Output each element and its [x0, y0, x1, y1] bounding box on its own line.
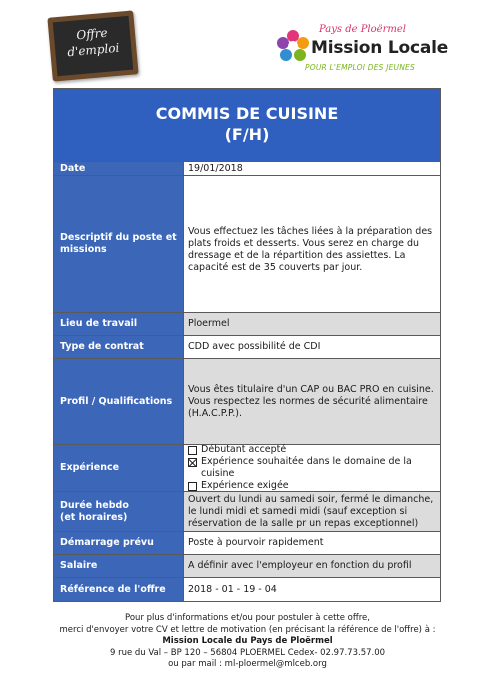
label-lieu: Lieu de travail	[54, 313, 184, 335]
row-descriptif	[54, 176, 440, 313]
row-reference	[54, 578, 440, 601]
footer-line2: merci d'envoyer votre CV et lettre de motivation (en précisant la référence de l'offre) à :	[59, 624, 436, 635]
row-experience	[54, 445, 440, 492]
badge-line2: d'emploi	[66, 40, 120, 60]
value-salaire: A définir avec l'employeur en fonction du profil	[184, 555, 440, 577]
footer-organisation: Mission Locale du Pays de Ploërmel	[162, 636, 333, 646]
label-duree-line2: (et horaires)	[60, 511, 128, 523]
value-contrat: CDD avec possibilité de CDI	[184, 336, 440, 358]
flower-logo-icon	[275, 28, 311, 64]
checkbox-exigee	[188, 480, 436, 492]
badge-line1: Offre	[75, 25, 109, 43]
label-reference: Référence de l'offre	[54, 578, 184, 601]
value-demarrage: Poste à pourvoir rapidement	[184, 532, 440, 554]
row-salaire	[54, 555, 440, 578]
row-profil	[54, 359, 440, 445]
row-duree	[54, 492, 440, 532]
label-experience: Expérience	[54, 445, 184, 491]
checkbox-souhaitee	[188, 456, 436, 480]
label-descriptif: Descriptif du poste et missions	[54, 176, 184, 312]
job-offer-table	[53, 88, 441, 602]
value-duree: Ouvert du lundi au samedi soir, fermé le dimanche, le lundi midi et samedi midi (sauf exception si réservation de la salle pr un repas exceptionnel)	[184, 492, 440, 531]
job-title-gender: (F/H)	[224, 125, 270, 144]
checkbox-checked-icon	[188, 458, 197, 467]
option-exigee: Expérience exigée	[201, 480, 289, 491]
value-reference: 2018 - 01 - 19 - 04	[184, 578, 440, 601]
label-duree-line1: Durée hebdo	[60, 499, 129, 511]
row-contrat	[54, 336, 440, 359]
checkbox-empty-icon	[188, 446, 197, 455]
option-souhaitee: Expérience souhaitée dans le domaine de la cuisine	[201, 456, 412, 479]
value-experience	[184, 445, 440, 491]
contact-footer	[0, 613, 495, 671]
checkbox-debutant	[188, 444, 436, 456]
job-title: COMMIS DE CUISINE	[155, 104, 339, 123]
footer-address: 9 rue du Val – BP 120 – 56804 PLOERMEL Cedex- 02.97.73.57.00	[109, 647, 386, 658]
job-title-banner	[54, 89, 440, 162]
logo-slogan-text: POUR L'EMPLOI DES JEUNES	[305, 63, 415, 72]
label-demarrage: Démarrage prévu	[54, 532, 184, 554]
row-lieu	[54, 313, 440, 336]
value-profil: Vous êtes titulaire d'un CAP ou BAC PRO en cuisine. Vous respectez les normes de sécurité alimentaire (H.A.C.P.P.).	[184, 359, 440, 444]
label-profil: Profil / Qualifications	[54, 359, 184, 444]
label-duree	[54, 492, 184, 531]
footer-email: ou par mail : ml-ploermel@mlceb.org	[168, 659, 327, 669]
logo-name-text: Mission Locale	[311, 38, 449, 58]
offre-emploi-badge	[47, 10, 138, 81]
footer-line1: Pour plus d'informations et/ou pour postuler à cette offre,	[125, 613, 370, 623]
label-contrat: Type de contrat	[54, 336, 184, 358]
value-descriptif: Vous effectuez les tâches liées à la préparation des plats froids et desserts. Vous serez en charge du dressage et de la répartition des assiettes. La capacité est de 35 couverts par jour.	[184, 176, 440, 312]
label-date: Date	[54, 162, 184, 175]
value-date: 19/01/2018	[184, 162, 440, 175]
label-salaire: Salaire	[54, 555, 184, 577]
row-date	[54, 162, 440, 176]
row-demarrage	[54, 532, 440, 555]
mission-locale-logo	[275, 22, 449, 82]
option-debutant: Débutant accepté	[201, 444, 287, 455]
logo-pays-text: Pays de Ploërmel	[319, 24, 406, 35]
value-lieu: Ploermel	[184, 313, 440, 335]
checkbox-empty-icon	[188, 482, 197, 491]
